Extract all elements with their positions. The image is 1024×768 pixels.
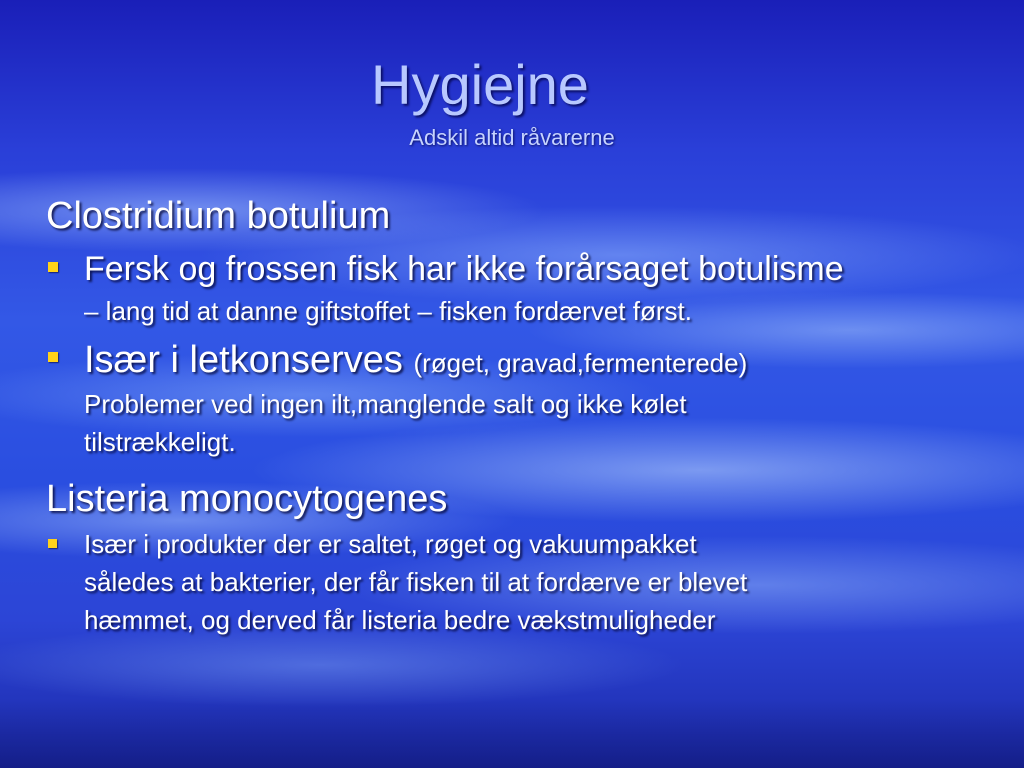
bullet-text: hæmmet, og derved får listeria bedre vækstmuligheder [84, 605, 716, 635]
bullet-parenthetical: (røget, gravad,fermenterede) [413, 348, 748, 378]
bullet-item [46, 338, 996, 461]
bullet-item [46, 246, 996, 330]
bullet-subtext: tilstrækkeligt. [84, 427, 236, 457]
bullet-text: Især i letkonserves [84, 339, 403, 381]
bullet-subtext: Problemer ved ingen ilt,manglende salt og ikke kølet [84, 389, 687, 419]
bullet-text: Især i produkter der er saltet, røget og vakuumpakket [84, 529, 697, 559]
slide-subtitle: Adskil altid råvarerne [409, 125, 615, 150]
slide-body [46, 192, 996, 639]
slide-title: Hygiejne [371, 53, 589, 116]
section-heading-listeria: Listeria monocytogenes [46, 478, 448, 520]
bullet-text: således at bakterier, der får fisken til at fordærve er blevet [84, 567, 748, 597]
square-bullet-icon [48, 352, 58, 362]
bullet-text: Fersk og frossen fisk har ikke forårsaget botulisme [84, 250, 844, 288]
square-bullet-icon [48, 539, 57, 548]
bullet-item [46, 525, 996, 639]
section-heading-clostridium: Clostridium botulium [46, 195, 391, 237]
bullet-subtext: – lang tid at danne giftstoffet – fisken fordærvet først. [84, 296, 692, 326]
square-bullet-icon [48, 262, 58, 272]
